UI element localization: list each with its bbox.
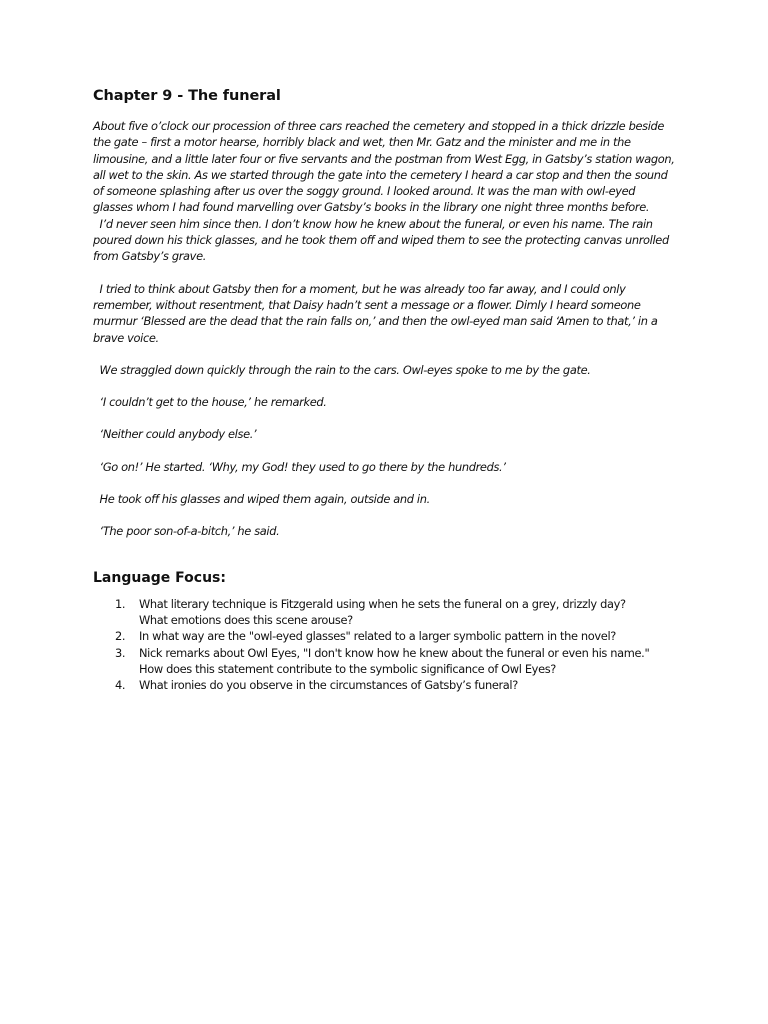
passage-paragraph-4: We straggled down quickly through the rain to the cars. Owl-eyes spoke to me by the gate. — [93, 362, 591, 377]
passage-paragraph-1: About five o’clock our procession of three cars reached the cemetery and stopped in a thick drizzle beside the gate – first a motor hearse, horribly black and wet, then Mr. Gatz and the minister and me in the limousine, and a little later four or five servants and the postman from West Egg, in Gatsby’s station wagon, all wet to the skin. As we started through the gate into the cemetery I heard a car stop and then the sound of someone splashing after us over the soggy ground. I looked around. It was the man with owl-eyed glasses whom I had found marvelling over Gatsby’s books in the library one night three months before. — [93, 119, 678, 215]
paragraph-spacer — [93, 475, 677, 491]
paragraph-spacer — [93, 507, 677, 523]
section-spacer — [93, 540, 677, 570]
question-text: Nick remarks about Owl Eyes, "I don't know how he knew about the funeral or even his name." How does this statement contribute to the symbolic significance of Owl Eyes? — [139, 645, 650, 676]
passage-paragraph-8: He took off his glasses and wiped them again, outside and in. — [93, 492, 430, 507]
question-item — [93, 677, 677, 693]
question-list — [93, 596, 677, 694]
question-number: 4. — [115, 678, 126, 693]
paragraph-spacer — [93, 346, 677, 362]
question-number: 3. — [115, 645, 126, 660]
passage-paragraph-3: I tried to think about Gatsby then for a moment, but he was already too far away, and I could only remember, without resentment, that Daisy hadn’t sent a message or a flower. Dimly I heard someone murmur ‘Blessed are the dead that the rain falls on,’ and then the owl-eyed man said ‘Amen to that,’ in a brave voice. — [93, 281, 661, 345]
question-item — [93, 645, 677, 678]
passage-paragraph-2: I’d never seen him since then. I don’t know how he knew about the funeral, or even his name. The rain poured down his thick glasses, and he took them off and wiped them to see the protecting canvas unrolled from Gatsby’s grave. — [93, 216, 673, 264]
passage-paragraph-9: ‘The poor son-of-a-bitch,’ he said. — [93, 524, 280, 539]
paragraph-spacer — [93, 265, 677, 281]
document-page — [93, 88, 677, 693]
paragraph-spacer — [93, 443, 677, 459]
chapter-title: Chapter 9 - The funeral — [93, 88, 281, 104]
question-number: 1. — [115, 596, 126, 611]
passage-paragraph-6: ‘Neither could anybody else.’ — [93, 427, 257, 442]
question-text: In what way are the "owl-eyed glasses" related to a larger symbolic pattern in the novel? — [139, 629, 616, 644]
paragraph-spacer — [93, 410, 677, 426]
passage-paragraph-7: ‘Go on!’ He started. ‘Why, my God! they used to go there by the hundreds.’ — [93, 459, 506, 474]
question-number: 2. — [115, 629, 126, 644]
passage-paragraph-5: ‘I couldn’t get to the house,’ he remarked. — [93, 395, 327, 410]
question-item — [93, 596, 677, 629]
question-text: What literary technique is Fitzgerald using when he sets the funeral on a grey, drizzly day? What emotions does this scene arouse? — [139, 596, 626, 627]
question-text: What ironies do you observe in the circumstances of Gatsby’s funeral? — [139, 678, 518, 693]
language-focus-title: Language Focus: — [93, 569, 226, 586]
paragraph-spacer — [93, 378, 677, 394]
question-item — [93, 628, 677, 644]
